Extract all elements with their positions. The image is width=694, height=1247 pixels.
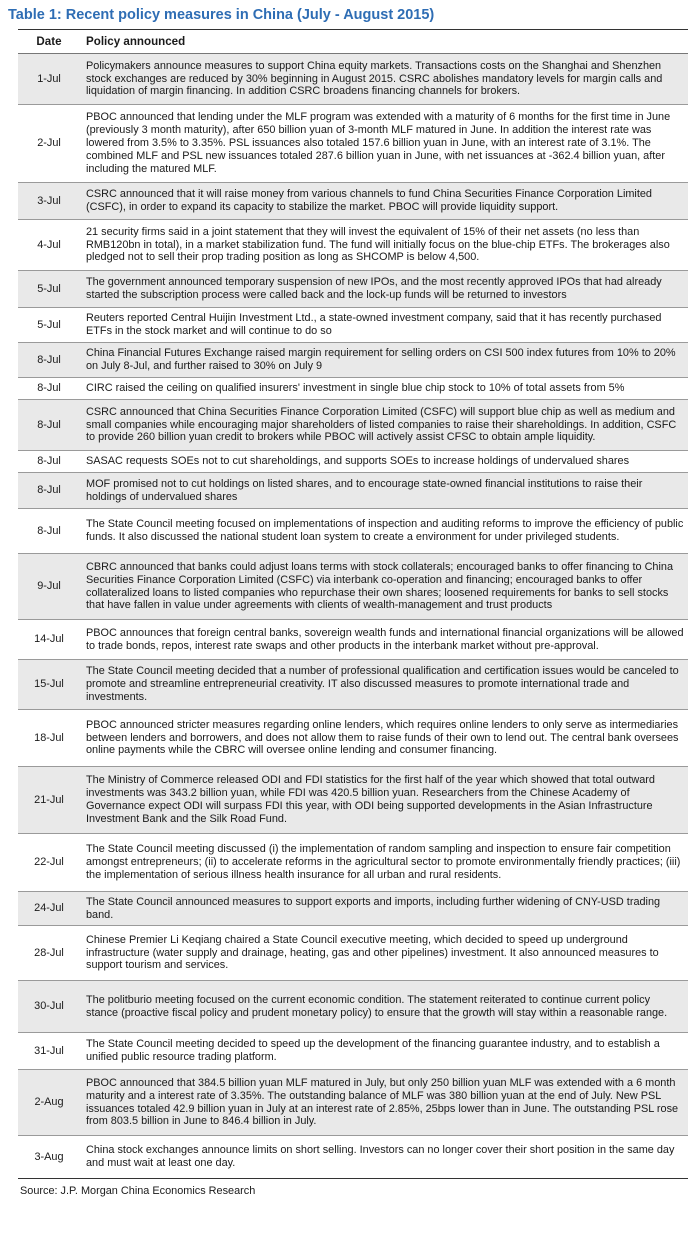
row-date: 31-Jul (18, 1033, 80, 1070)
table-row (18, 271, 688, 308)
table-row (18, 509, 688, 554)
row-date: 15-Jul (18, 660, 80, 710)
row-policy: CIRC raised the ceiling on qualified insurers' investment in single blue chip stock to 10% of total assets from 5% (80, 378, 688, 400)
table-row (18, 710, 688, 767)
row-policy: China stock exchanges announce limits on short selling. Investors can no longer cover their short position in the same day and must wait at least one day. (80, 1136, 688, 1179)
row-date: 5-Jul (18, 308, 80, 343)
row-policy: Reuters reported Central Huijin Investment Ltd., a state-owned investment company, said that it has recently purchased ETFs in the stock market and will continue to do so (80, 308, 688, 343)
row-date: 5-Jul (18, 271, 80, 308)
table-row (18, 220, 688, 271)
table-row (18, 378, 688, 400)
table-row (18, 834, 688, 892)
table-row (18, 473, 688, 509)
table-row (18, 981, 688, 1033)
table-row (18, 451, 688, 473)
row-policy: The State Council meeting focused on implementations of inspection and auditing reforms to improve the efficiency of public funds. It also discussed the national student loan system to create a environment for under privileged students. (80, 509, 688, 554)
table-row (18, 400, 688, 451)
row-policy: PBOC announces that foreign central banks, sovereign wealth funds and international financial organizations will be allowed to trade bonds, repos, interest rate swaps and other products in the interbank market without pre-approval. (80, 620, 688, 660)
row-date: 8-Jul (18, 451, 80, 473)
table-row (18, 620, 688, 660)
row-policy: The Ministry of Commerce released ODI and FDI statistics for the first half of the year which showed that total outward investments was 343.2 billion yuan, while FDI was 420.5 billion yuan. Researchers from the Chinese Academy of Governance expect ODI will surpass FDI this year, with ODI being supported developments in the Asian Infrastructure Investment Bank and the Silk Road Fund. (80, 767, 688, 834)
row-policy: CBRC announced that banks could adjust loans terms with stock collaterals; encouraged banks to offer financing to China Securities Finance Corporation Limited (CSFC) via interbank co-operation and financing; encouraged banks to offer collateralized loans to listed companies who repurchase their own shares; loosened requirements for banks to sell stocks that have fallen in value under agreements with clients of wealth-management and trust products (80, 554, 688, 620)
row-policy: SASAC requests SOEs not to cut shareholdings, and supports SOEs to increase holdings of undervalued shares (80, 451, 688, 473)
row-date: 21-Jul (18, 767, 80, 834)
row-policy: Policymakers announce measures to support China equity markets. Transactions costs on the Shanghai and Shenzhen stock exchanges are reduced by 30% beginning in August 2015. CSRC abolishes mandatory levels for margin calls and liquidation of margin financing. In addition CSRC broadens financing channels for brokers. (80, 54, 688, 105)
table-header (18, 30, 688, 54)
row-policy: CSRC announced that China Securities Finance Corporation Limited (CSFC) will support blue chip as well as medium and small companies while encouraging major shareholders of listed companies to raise their shareholdings. In addition, CSFC to provide 260 billion yuan credit to brokers while PBOC will actively assist CFSC to obtain ample liquidity. (80, 400, 688, 451)
row-date: 18-Jul (18, 710, 80, 767)
table-row (18, 308, 688, 343)
row-policy: PBOC announced that 384.5 billion yuan MLF matured in July, but only 250 billion yuan MLF was extended with a 6 month maturity and a interest rate of 3.35%. The outstanding balance of MLF was 380 billion yuan at the end of July. New PSL issuances totaled 42.9 billion yuan in July at an interest rate of 2.85%, 25bps lower than in June. The outstanding PSL rose from 803.5 billion in June to 846.4 billion in July. (80, 1070, 688, 1136)
row-policy: China Financial Futures Exchange raised margin requirement for selling orders on CSI 500 index futures from 10% to 20% on July 8-Jul, and further raised to 30% on July 9 (80, 343, 688, 378)
row-policy: Chinese Premier Li Keqiang chaired a State Council executive meeting, which decided to speed up underground infrastructure (water supply and drainage, heating, gas and other pipelines) investment. It also announced measures to support tourism and services. (80, 926, 688, 981)
policy-table (18, 29, 688, 1179)
table-title: Table 1: Recent policy measures in China (July - August 2015) (8, 7, 435, 23)
row-policy: MOF promised not to cut holdings on listed shares, and to encourage state-owned financial institutions to raise their holdings of undervalued shares (80, 473, 688, 509)
table-row (18, 767, 688, 834)
row-date: 22-Jul (18, 834, 80, 892)
row-date: 14-Jul (18, 620, 80, 660)
table-row (18, 554, 688, 620)
table-row (18, 1070, 688, 1136)
table-row (18, 1033, 688, 1070)
row-date: 8-Jul (18, 400, 80, 451)
row-date: 28-Jul (18, 926, 80, 981)
table-row (18, 660, 688, 710)
row-date: 3-Aug (18, 1136, 80, 1179)
table-row (18, 183, 688, 220)
row-date: 4-Jul (18, 220, 80, 271)
row-date: 3-Jul (18, 183, 80, 220)
row-policy: PBOC announced stricter measures regarding online lenders, which requires online lenders to only serve as intermediaries between lenders and borrowers, and does not allow them to raise funds of their own to lend out. The central bank oversees online payments while the CBRC will oversee online lending and consumer financing. (80, 710, 688, 767)
row-date: 1-Jul (18, 54, 80, 105)
table-row (18, 54, 688, 105)
date-column-header: Date (18, 30, 80, 54)
row-policy: The State Council meeting decided that a number of professional qualification and certification issues would be canceled to promote and streamline entrepreneurial creativity. IT also discussed measures to promote international trade and investments. (80, 660, 688, 710)
row-policy: 21 security firms said in a joint statement that they will invest the equivalent of 15% of their net assets (no less than RMB120bn in total), in a market stabilization fund. The fund will initially focus on the blue-chip ETFs. The brokerages also pledged not to sell their prop trading position as long as SHCOMP is below 4,500. (80, 220, 688, 271)
table-row (18, 926, 688, 981)
table-row (18, 892, 688, 926)
row-date: 2-Aug (18, 1070, 80, 1136)
row-policy: CSRC announced that it will raise money from various channels to fund China Securities Finance Corporation Limited (CSFC), in order to expand its capacity to stabilize the market. PBOC will provide liquidity support. (80, 183, 688, 220)
source-note: Source: J.P. Morgan China Economics Research (20, 1185, 256, 1197)
row-policy: The politburio meeting focused on the current economic condition. The statement reiterated to continue current policy stance (proactive fiscal policy and prudent monetary policy) to ensure that the growth will stay within a reasonable range. (80, 981, 688, 1033)
row-policy: PBOC announced that lending under the MLF program was extended with a maturity of 6 months for the first time in June (previously 3 month maturity), after 650 billion yuan of 3-month MLF matured in June. In addition the interest rate was lowered from 3.5% to 3.35%. PSL issuances also totaled 157.6 billion yuan in June, with an interest rate of 3.1%. The combined MLF and PSL new issuances totaled 287.6 billion yuan in June, with net issuances at -362.4 billion yuan, after including the matured MLF. (80, 105, 688, 183)
table-body (18, 54, 688, 1179)
row-policy: The State Council meeting discussed (i) the implementation of random sampling and inspection to ensure fair competition amongst entrepreneurs; (ii) to accelerate reforms in the agricultural sector to promote environmentally friendly practices; (iii) the implementation of serious illness health insurance for all urban and rural residents. (80, 834, 688, 892)
header-row (18, 30, 688, 54)
row-date: 8-Jul (18, 378, 80, 400)
row-date: 8-Jul (18, 509, 80, 554)
row-date: 24-Jul (18, 892, 80, 926)
row-date: 2-Jul (18, 105, 80, 183)
row-policy: The State Council announced measures to support exports and imports, including further widening of CNY-USD trading band. (80, 892, 688, 926)
row-policy: The State Council meeting decided to speed up the development of the financing guarantee industry, and to establish a unified public resource trading platform. (80, 1033, 688, 1070)
row-policy: The government announced temporary suspension of new IPOs, and the most recently approved IPOs that had already started the subscription process were called back and the lock-up funds will be returned to investors (80, 271, 688, 308)
table-row (18, 343, 688, 378)
row-date: 9-Jul (18, 554, 80, 620)
table-row (18, 105, 688, 183)
policy-column-header: Policy announced (80, 30, 688, 54)
row-date: 8-Jul (18, 473, 80, 509)
table-row (18, 1136, 688, 1179)
row-date: 8-Jul (18, 343, 80, 378)
row-date: 30-Jul (18, 981, 80, 1033)
